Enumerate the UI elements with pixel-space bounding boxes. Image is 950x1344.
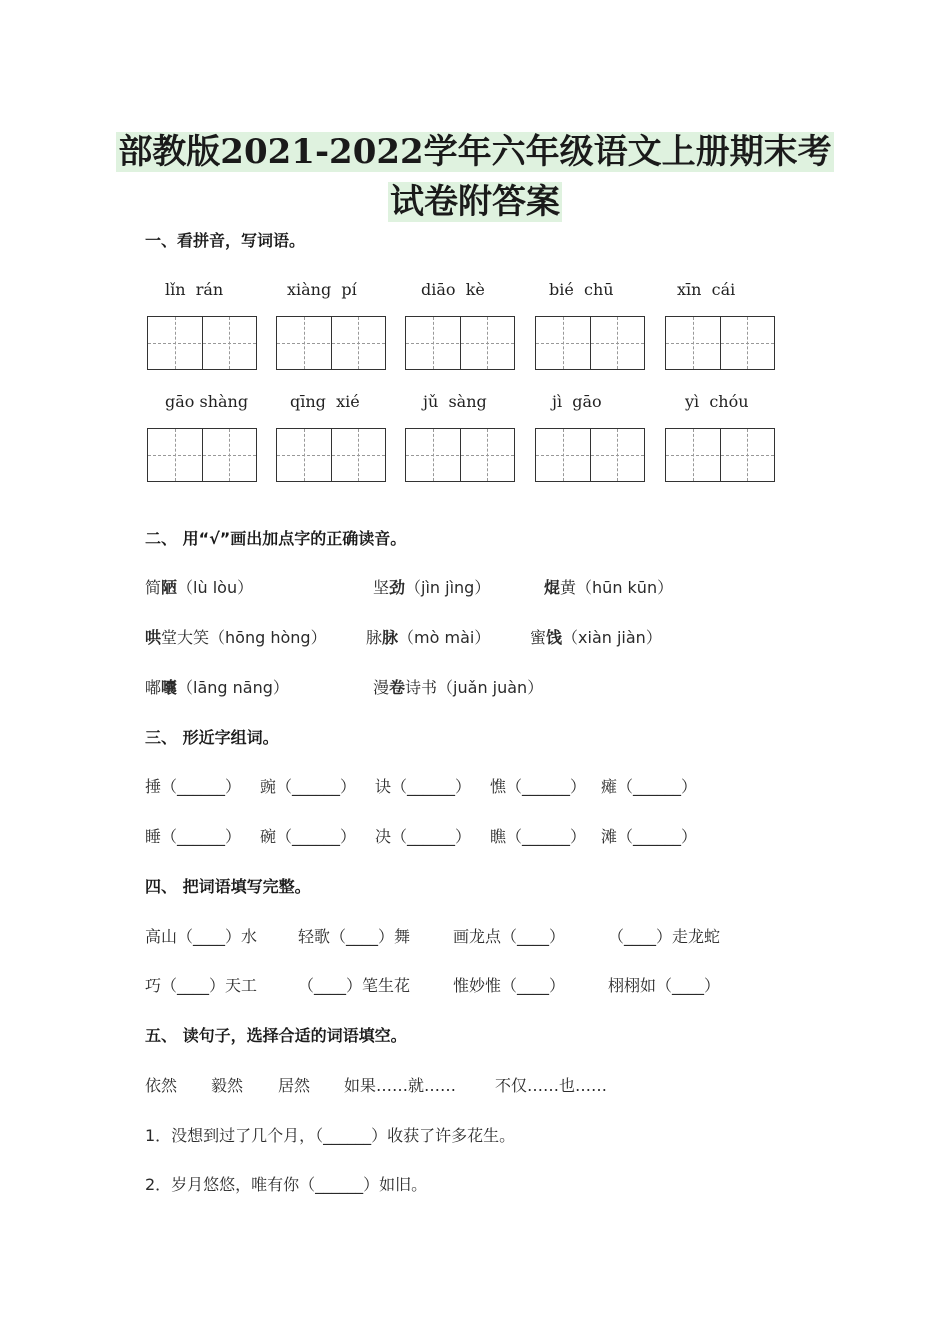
idiom-blank[interactable]: 巧（____）天工 — [145, 976, 258, 995]
word-blank[interactable]: 捶（______） — [145, 777, 242, 796]
pinyin-row-2 — [145, 392, 785, 412]
writing-grid-row-2 — [145, 428, 785, 484]
pinyin-label: qīng xié — [290, 392, 360, 411]
writing-box[interactable] — [535, 316, 645, 370]
writing-box[interactable] — [405, 316, 515, 370]
pinyin-label: jì gāo — [552, 392, 602, 411]
idiom-blank[interactable]: 轻歌（____）舞 — [298, 927, 411, 946]
word-blank[interactable]: 豌（______） — [260, 777, 357, 796]
pronunciation-item[interactable]: 坚劲（jìn jìng） — [373, 578, 491, 597]
idiom-blank[interactable]: 画龙点（____） — [453, 927, 566, 946]
word-option: 如果……就…… — [344, 1076, 457, 1095]
idiom-blank[interactable]: 高山（____）水 — [145, 927, 258, 946]
pronunciation-item[interactable]: 脉脉（mò mài） — [366, 628, 491, 647]
pronunciation-item[interactable]: 焜黄（hūn kūn） — [544, 578, 674, 597]
writing-grid-row-1 — [145, 316, 785, 372]
writing-box[interactable] — [147, 428, 257, 482]
writing-box[interactable] — [665, 428, 775, 482]
word-option: 居然 — [278, 1076, 311, 1095]
pinyin-row-1 — [145, 280, 785, 300]
fill-in-question-1[interactable]: 1．没想到过了几个月，（______）收获了许多花生。 — [145, 1126, 516, 1145]
pronunciation-item[interactable]: 简陋（lù lòu） — [145, 578, 254, 597]
word-blank[interactable]: 碗（______） — [260, 827, 357, 846]
word-blank[interactable]: 瞧（______） — [490, 827, 587, 846]
pinyin-label: xiàng pí — [287, 280, 357, 299]
section-2-heading: 二、 用“√”画出加点字的正确读音。 — [145, 529, 407, 548]
word-option: 毅然 — [211, 1076, 244, 1095]
pronunciation-item[interactable]: 嘟囔（lāng nāng） — [145, 678, 289, 697]
writing-box[interactable] — [276, 428, 386, 482]
idiom-blank[interactable]: 惟妙惟（____） — [453, 976, 566, 995]
word-blank[interactable]: 诀（______） — [375, 777, 472, 796]
word-blank[interactable]: 憔（______） — [490, 777, 587, 796]
pinyin-label: diāo kè — [421, 280, 485, 299]
exam-title-line-1: 部教版2021-2022学年六年级语文上册期末考 — [118, 132, 832, 172]
word-option: 依然 — [145, 1076, 178, 1095]
pinyin-label: yì chóu — [685, 392, 749, 411]
writing-box[interactable] — [665, 316, 775, 370]
section-3-heading: 三、 形近字组词。 — [145, 728, 279, 747]
pronunciation-item[interactable]: 蜜饯（xiàn jiàn） — [530, 628, 662, 647]
section-1-heading: 一、看拼音，写词语。 — [145, 231, 306, 250]
word-blank[interactable]: 睡（______） — [145, 827, 242, 846]
pinyin-label: gāo shàng — [165, 392, 249, 411]
writing-box[interactable] — [535, 428, 645, 482]
fill-in-question-2[interactable]: 2．岁月悠悠，唯有你（______）如旧。 — [145, 1175, 428, 1194]
word-blank[interactable]: 滩（______） — [601, 827, 698, 846]
word-blank[interactable]: 瘫（______） — [601, 777, 698, 796]
exam-title-line-2: 试卷附答案 — [390, 182, 560, 222]
pinyin-label: bié chū — [549, 280, 614, 299]
writing-box[interactable] — [405, 428, 515, 482]
pinyin-label: jǔ sàng — [423, 392, 487, 411]
word-option: 不仅……也…… — [495, 1076, 608, 1095]
word-blank[interactable]: 决（______） — [375, 827, 472, 846]
section-4-heading: 四、 把词语填写完整。 — [145, 877, 311, 896]
pinyin-label: xīn cái — [677, 280, 736, 299]
pronunciation-item[interactable]: 哄堂大笑（hōng hòng） — [145, 628, 327, 647]
writing-box[interactable] — [276, 316, 386, 370]
idiom-blank[interactable]: （____）笔生花 — [298, 976, 411, 995]
idiom-blank[interactable]: 栩栩如（____） — [608, 976, 721, 995]
idiom-blank[interactable]: （____）走龙蛇 — [608, 927, 721, 946]
pinyin-label: lǐn rán — [165, 280, 224, 299]
pronunciation-item[interactable]: 漫卷诗书（juǎn juàn） — [373, 678, 544, 697]
section-5-heading: 五、 读句子，选择合适的词语填空。 — [145, 1026, 407, 1045]
writing-box[interactable] — [147, 316, 257, 370]
